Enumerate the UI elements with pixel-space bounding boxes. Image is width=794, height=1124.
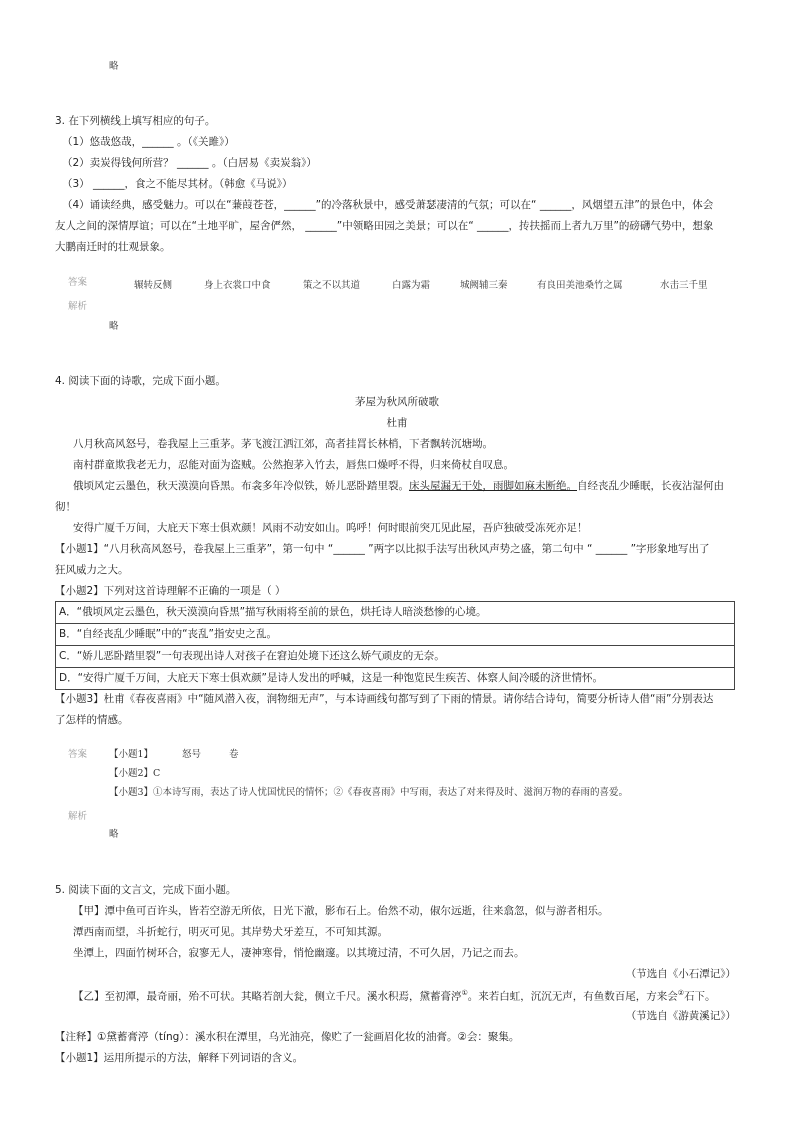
q3-answer-label: 答案 bbox=[68, 277, 88, 288]
poem-stanza-4: 安得广厦千万间，大庇天下寒士俱欢颜！风雨不动安如山。呜呼！何时眼前突兀见此屋，吾庐独破受冻死亦足！ bbox=[73, 522, 588, 534]
q5-jia-line1: 【甲】潭中鱼可百许头，皆若空游无所依，日光下澈，影布石上。佁然不动，俶尔远逝，往来翕忽，似与游者相乐。 bbox=[73, 905, 609, 917]
poem-stanza-3-start: 俄顷风定云墨色，秋天漠漠向昏黑。布衾多年冷似铁，娇儿恶卧踏里裂。 bbox=[73, 480, 409, 492]
q5-source-2: （节选自《游黄溪记》） bbox=[625, 1010, 736, 1022]
footnote-2-marker: ② bbox=[677, 989, 685, 997]
poem-stanza-1: 八月秋高风怒号，卷我屋上三重茅。茅飞渡江洒江郊，高者挂罥长林梢，下者飘转沉塘坳。 bbox=[73, 438, 493, 450]
q3-line-2: （2）卖炭得钱何所营？ ______ 。（白居易《卖炭翁》） bbox=[62, 157, 317, 169]
poem-stanza-3b: 彻！ bbox=[55, 501, 76, 513]
q4-sub1-line1: 【小题1】“八月秋高风怒号，卷我屋上三重茅”，第一句中 “______ ”两字以比拟手法写出秋风声势之盛，第二句中 “ ______ ”字形象地写出了 bbox=[55, 543, 710, 555]
q3-answer-5: 城阙辅三秦 bbox=[460, 280, 508, 291]
q4-answer3: 【小题3】①本诗写雨，表达了诗人忧国忧民的情怀；②《春夜喜雨》中写雨，表达了对来得及时、滋润万物的春雨的喜爱。 bbox=[109, 787, 629, 798]
q5-sub1: 【小题1】运用所提示的方法，解释下列词语的含义。 bbox=[55, 1052, 304, 1064]
q4-answer1-tag: 【小题1】 bbox=[109, 749, 154, 760]
q3-line-4b: 友人之间的深情厚谊；可以在“土地平旷，屋舍俨然， ______”中领略田园之美景；可以在“ ______，抟扶摇而上者九万里”的磅礴气势中，想象 bbox=[55, 220, 714, 232]
options-table bbox=[55, 601, 735, 690]
q4-sub3-line2: 了怎样的情感。 bbox=[55, 714, 129, 726]
q4-answer-label: 答案 bbox=[68, 749, 88, 760]
q4-answer2: 【小题2】C bbox=[109, 768, 161, 779]
q4-analysis-label: 解析 bbox=[68, 811, 88, 822]
q3-answer-1: 辗转反侧 bbox=[134, 280, 173, 291]
q3-title: 3. 在下列横线上填写相应的句子。 bbox=[55, 115, 216, 127]
q3-line-1: （1）悠哉悠哉，______ 。（《关雎》） bbox=[62, 136, 235, 148]
q5-jia-line3: 坐潭上，四面竹树环合，寂寥无人，凄神寒骨，悄怆幽邃。以其境过清，不可久居，乃记之而去。 bbox=[73, 947, 525, 959]
q5-source-1: （节选自《小石潭记》） bbox=[625, 968, 736, 980]
q3-answer-4: 白露为霜 bbox=[392, 280, 431, 291]
option-d: D．“安得广厦千万间，大庇天下寒士俱欢颜”是诗人发出的呼喊，这是一种饱览民生疾苦、体察人间冷暖的济世情怀。 bbox=[56, 667, 734, 689]
option-c: C．“娇儿恶卧踏里裂”一句表现出诗人对孩子在窘迫处境下还这么娇气顽皮的无奈。 bbox=[56, 645, 734, 667]
q3-line-4a: （4）诵读经典，感受魅力。可以在“蒹葭苍苍，______”的冷落秋景中，感受萧瑟凄清的气氛；可以在“ ______，风烟望五津”的景色中，体会 bbox=[62, 199, 714, 211]
poem-underlined-line: 床头屋漏无干处，雨脚如麻未断绝。 bbox=[409, 480, 577, 492]
q3-analysis-text: 略 bbox=[109, 321, 119, 332]
q3-line-3: （3） ______，食之不能尽其材。（韩愈《马说》） bbox=[62, 178, 293, 190]
q3-answer-6: 有良田美池桑竹之属 bbox=[537, 280, 623, 291]
q4-answer1-b: 卷 bbox=[229, 749, 239, 760]
footnote-1-marker: ① bbox=[461, 989, 468, 997]
poem-title: 茅屋为秋风所破歌 bbox=[355, 396, 439, 408]
option-b: B．“自经丧乱少睡眠”中的“丧乱”指安史之乱。 bbox=[56, 623, 734, 645]
q5-yi-text-a: 【乙】至初潭，最奇丽，殆不可状。其略若剖大瓮，侧立千尺。溪水积焉，黛蓄膏渟 bbox=[73, 990, 462, 1003]
q3-answer-2: 身上衣裳口中食 bbox=[204, 280, 271, 291]
top-analysis-text: 略 bbox=[109, 61, 119, 72]
poem-stanza-2: 南村群童欺我老无力，忍能对面为盗贼。公然抱茅入竹去，唇焦口燥呼不得，归来倚杖自叹息。 bbox=[73, 459, 514, 471]
poem-stanza-3-end: 自经丧乱少睡眠，长夜沾湿何由 bbox=[577, 480, 724, 492]
q4-answer1-a: 怒号 bbox=[182, 749, 202, 760]
poem-author: 杜甫 bbox=[386, 417, 408, 429]
q4-sub1-line2: 狂风威力之大。 bbox=[55, 564, 129, 576]
q4-analysis-text: 略 bbox=[109, 829, 119, 840]
q4-sub3-line1: 【小题3】杜甫《春夜喜雨》中“随风潜入夜，润物细无声”，与本诗画线句都写到了下雨的情景。请你结合诗句，简要分析诗人借“雨”分别表达 bbox=[55, 693, 714, 705]
q4-title: 4. 阅读下面的诗歌，完成下面小题。 bbox=[55, 375, 226, 387]
poem-stanza-3a bbox=[73, 480, 724, 493]
q5-yi-text-c: 石下。 bbox=[684, 990, 716, 1003]
q3-answer-7: 水击三千里 bbox=[660, 280, 708, 291]
q5-note: 【注释】①黛蓄膏渟（tíng）：溪水积在潭里，乌光油亮，像贮了一瓮画眉化妆的油膏。②会：聚集。 bbox=[55, 1031, 520, 1043]
option-a: A．“俄顷风定云墨色，秋天漠漠向昏黑”描写秋雨将至前的景色，烘托诗人暗淡愁惨的心境。 bbox=[59, 606, 487, 618]
q3-analysis-label: 解析 bbox=[68, 301, 88, 312]
q5-yi-line bbox=[73, 989, 716, 1004]
q5-title: 5. 阅读下面的文言文，完成下面小题。 bbox=[55, 884, 237, 896]
q3-line-4c: 大鹏南迁时的壮观景象。 bbox=[55, 241, 171, 253]
q5-yi-text-b: 。来若白虹，沉沉无声，有鱼数百尾，方来会 bbox=[467, 990, 678, 1003]
q3-answer-3: 策之不以其道 bbox=[303, 280, 361, 291]
q5-jia-line2: 潭西南而望，斗折蛇行，明灭可见。其岸势犬牙差互，不可知其源。 bbox=[73, 926, 388, 938]
q4-sub2: 【小题2】下列对这首诗理解不正确的一项是（ ） bbox=[55, 585, 286, 597]
